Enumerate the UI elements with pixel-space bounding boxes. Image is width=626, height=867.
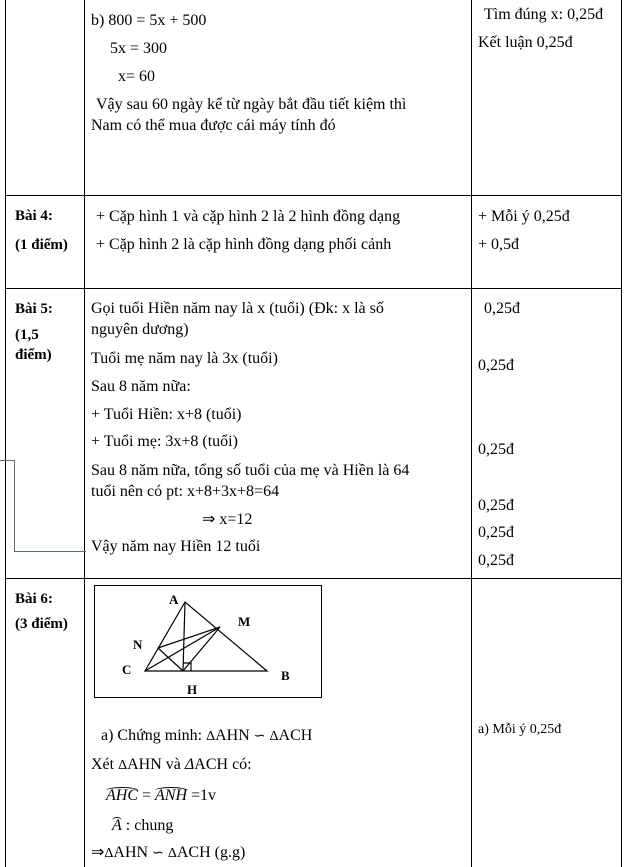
segment-ah	[183, 602, 185, 671]
bai5-score-2: 0,25đ	[478, 357, 514, 374]
bai5-line-2: nguyên dương)	[91, 321, 189, 338]
bai5-points-1: (1,5	[15, 327, 39, 343]
bai5-name: Bài 5:	[15, 301, 53, 317]
angle-ahc: AHC	[106, 787, 138, 804]
table-border-left	[5, 0, 6, 867]
bai6-score-1: a) Mỗi ý 0,25đ	[478, 722, 562, 737]
bai6-name: Bài 6:	[15, 591, 53, 607]
segment-cm	[145, 627, 220, 671]
bai5-line-6: + Tuổi mẹ: 3x+8 (tuổi)	[91, 433, 238, 450]
bai5-line-10: Vậy năm nay Hiền 12 tuổi	[91, 538, 261, 555]
table-col-divider-2	[471, 0, 472, 867]
triangle-symbol: Δ	[206, 729, 216, 744]
partb-line-3: x= 60	[118, 68, 156, 85]
partb-line-4: Vậy sau 60 ngày kể từ ngày bắt đầu tiết kiệm thì	[96, 96, 407, 113]
bai6-line-b-mid: và	[161, 756, 185, 773]
row-divider-3	[5, 578, 622, 579]
bai4-line-2: + Cặp hình 2 là cặp hình đồng dạng phối cảnh	[96, 236, 392, 253]
implies-symbol: ⇒	[91, 844, 105, 861]
bai5-line-4: Sau 8 năm nữa:	[91, 378, 191, 395]
bai5-line-8: tuổi nên có pt: x+8+3x+8=64	[91, 483, 280, 500]
triangle-symbol: Δ	[104, 846, 114, 861]
bai5-line-5: + Tuổi Hiền: x+8 (tuổi)	[91, 406, 242, 423]
table-border-right	[621, 0, 622, 867]
margin-bracket-vertical	[14, 460, 15, 552]
angle-a: A	[112, 817, 122, 834]
row-divider-1	[5, 195, 622, 196]
bai5-score-4: 0,25đ	[478, 497, 514, 514]
bai6-line-a-tri1: AHN	[215, 727, 250, 744]
bai5-score-1: 0,25đ	[484, 300, 520, 317]
geometry-figure	[94, 585, 322, 698]
equals-sign: =	[138, 787, 156, 804]
bai4-name: Bài 4:	[15, 208, 53, 224]
bai6-line-d	[112, 816, 173, 836]
row-divider-2	[5, 288, 622, 289]
bai6-line-e-tri1: AHN	[113, 844, 149, 861]
bai5-line-3: Tuổi mẹ năm nay là 3x (tuổi)	[91, 350, 278, 367]
bai6-line-e	[91, 843, 245, 864]
bai4-points: (1 điểm)	[15, 237, 68, 253]
margin-bracket	[0, 460, 14, 461]
bai6-line-a	[101, 726, 312, 747]
bai4-line-1: + Cặp hình 1 và cặp hình 2 là 2 hình đồng dạng	[96, 208, 401, 225]
angle-anh: ANH	[155, 787, 188, 804]
triangle-symbol: Δ	[167, 846, 177, 861]
bai6-line-b-tri2: ACH có:	[194, 756, 252, 773]
bai6-line-c	[106, 786, 216, 806]
similar-symbol: ∽	[152, 846, 164, 861]
bai5-points-2: điểm)	[15, 347, 52, 363]
bai5-score-3: 0,25đ	[478, 441, 514, 458]
margin-bracket-bottom	[14, 551, 86, 552]
partb-score-1: Tìm đúng x: 0,25đ	[484, 6, 604, 23]
point-n-label: N	[133, 637, 143, 652]
table-col-divider-1	[84, 0, 85, 867]
partb-score-2: Kết luận 0,25đ	[478, 34, 573, 51]
right-angle-value: =1v	[187, 787, 217, 804]
triangle-symbol: Δ	[269, 729, 279, 744]
bai6-line-b-tri1: AHN	[127, 756, 162, 773]
point-m-label: M	[238, 614, 251, 629]
bai6-line-b	[91, 755, 252, 776]
point-c-label: C	[122, 662, 132, 677]
bai5-score-6: 0,25đ	[478, 552, 514, 569]
point-a-label: A	[169, 592, 179, 607]
partb-line-2: 5x = 300	[110, 40, 168, 57]
bai6-points: (3 điểm)	[15, 616, 68, 632]
bai5-score-5: 0,25đ	[478, 524, 514, 541]
point-b-label: B	[281, 668, 290, 683]
bai6-line-a-tri2: ACH	[278, 727, 313, 744]
bai5-line-1: Gọi tuổi Hiền năm nay là x (tuổi) (Đk: x là số	[91, 300, 384, 317]
triangle-symbol: Δ	[184, 756, 195, 773]
bai4-score-2: + 0,5đ	[478, 236, 520, 253]
partb-line-5: Nam có thể mua được cái máy tính đó	[91, 117, 336, 134]
bai6-line-d-tail: : chung	[121, 817, 174, 834]
bai4-score-1: + Mỗi ý 0,25đ	[478, 208, 570, 225]
partb-line-1: b) 800 = 5x + 500	[91, 12, 207, 29]
triangle-symbol: Δ	[118, 758, 128, 773]
bai5-line-9: ⇒ x=12	[202, 511, 253, 528]
bai6-line-e-tri2: ACH (g.g)	[176, 844, 246, 861]
point-h-label: H	[187, 682, 198, 697]
bai6-line-a-prefix: a) Chứng minh:	[101, 727, 207, 744]
bai6-line-b-prefix: Xét	[91, 756, 119, 773]
similar-symbol: ∽	[253, 729, 266, 744]
bai5-line-7: Sau 8 năm nữa, tổng số tuổi của mẹ và Hiền là 64	[91, 462, 410, 479]
